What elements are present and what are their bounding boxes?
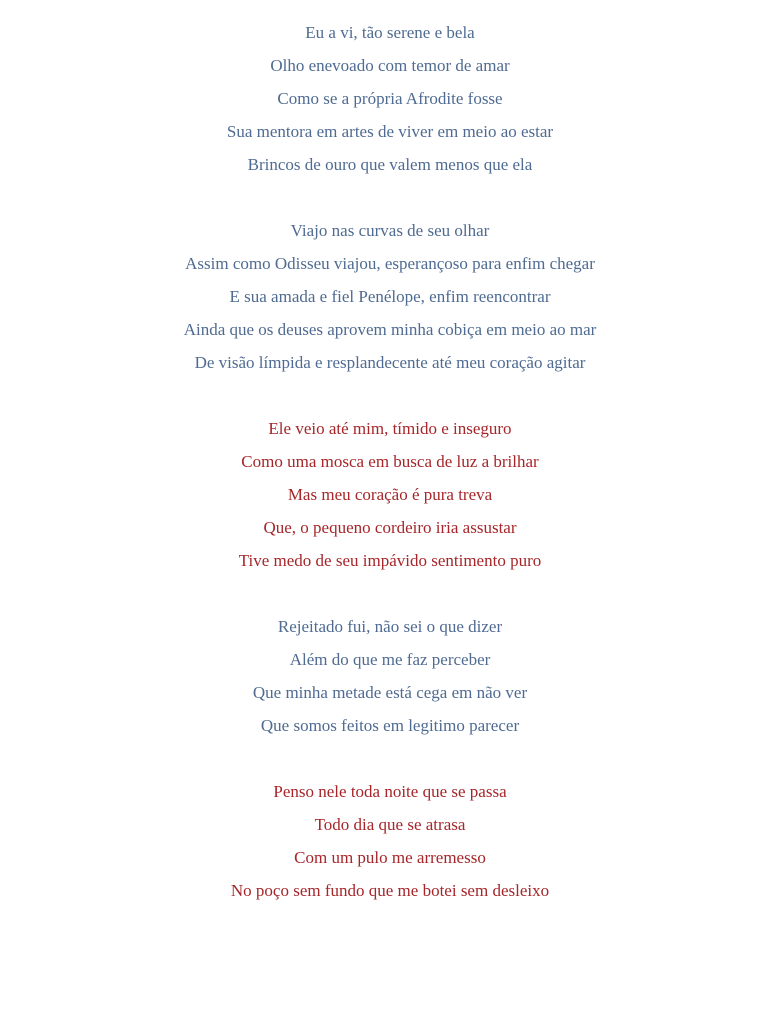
poem-line: Com um pulo me arremesso [294, 848, 486, 867]
poem-line: Mas meu coração é pura treva [287, 485, 493, 504]
poem-line: Olho enevoado com temor de amar [270, 56, 510, 75]
poem-line: De visão límpida e resplandecente até meu coração agitar [194, 353, 586, 372]
poem-line: Tive medo de seu impávido sentimento puro [238, 551, 542, 570]
stanza-1 [0, 16, 780, 181]
poem-line: Sua mentora em artes de viver em meio ao estar [226, 122, 554, 141]
stanza-2 [0, 214, 780, 379]
poem-line: Brincos de ouro que valem menos que ela [247, 155, 533, 174]
poem-line: Viajo nas curvas de seu olhar [290, 221, 490, 240]
poem-line: Rejeitado fui, não sei o que dizer [277, 617, 503, 636]
poem-line: Eu a vi, tão serene e bela [305, 23, 475, 42]
poem-line: No poço sem fundo que me botei sem desleixo [230, 881, 550, 900]
poem-line: Que, o pequeno cordeiro iria assustar [263, 518, 517, 537]
stanza-3 [0, 412, 780, 577]
poem-line: Todo dia que se atrasa [314, 815, 466, 834]
poem-line: Ainda que os deuses aprovem minha cobiça em meio ao mar [183, 320, 597, 339]
poem-line: Que somos feitos em legitimo parecer [260, 716, 520, 735]
poem-line: E sua amada e fiel Penélope, enfim reencontrar [229, 287, 551, 306]
poem-line: Penso nele toda noite que se passa [273, 782, 507, 801]
poem-line: Como se a própria Afrodite fosse [277, 89, 503, 108]
poem-line: Que minha metade está cega em não ver [252, 683, 528, 702]
poem-line: Ele veio até mim, tímido e inseguro [268, 419, 512, 438]
stanza-4 [0, 610, 780, 742]
stanza-5 [0, 775, 780, 907]
poem [0, 16, 780, 940]
poem-line: Como uma mosca em busca de luz a brilhar [241, 452, 539, 471]
poem-line: Assim como Odisseu viajou, esperançoso para enfim chegar [185, 254, 595, 273]
poem-line: Além do que me faz perceber [289, 650, 491, 669]
